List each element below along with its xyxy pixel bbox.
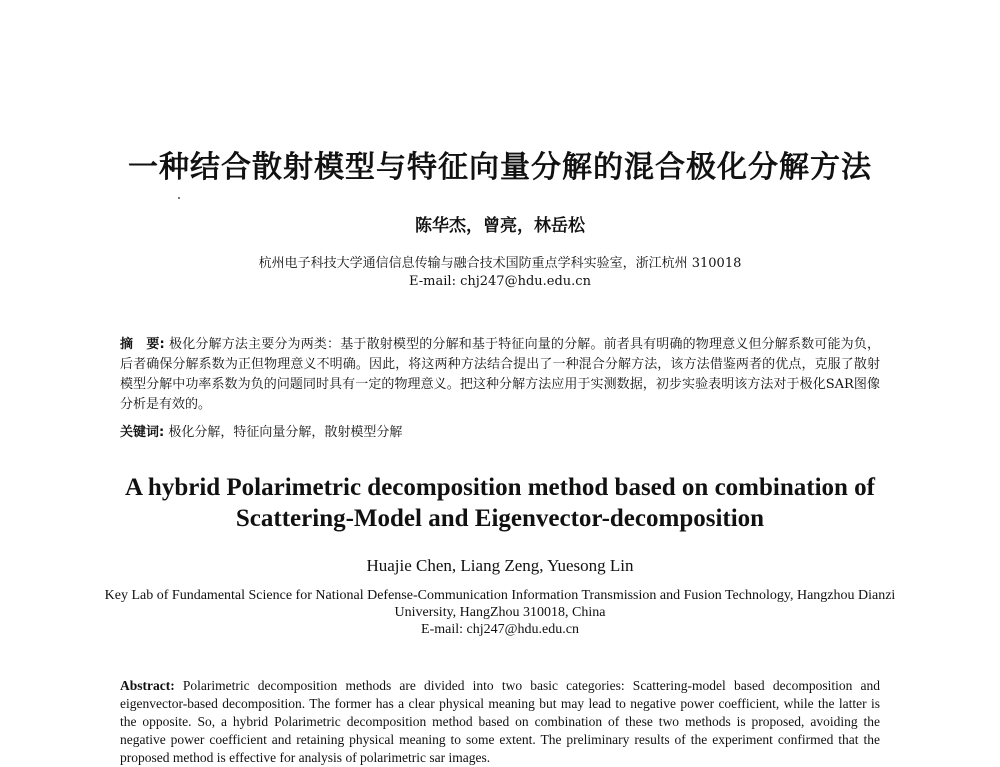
chinese-affiliation-block [0, 255, 1000, 291]
chinese-affiliation: 杭州电子科技大学通信信息传输与融合技术国防重点学科实验室，浙江杭州 310018 [258, 256, 742, 271]
english-affiliation-block [0, 587, 1000, 638]
chinese-authors: 陈华杰，曾亮，林岳松 [415, 216, 585, 236]
chinese-abstract-label: 摘 要: [120, 337, 165, 352]
chinese-keywords-text: 极化分解，特征向量分解，散射模型分解 [168, 425, 403, 440]
english-email: E-mail: chj247@hdu.edu.cn [421, 622, 579, 637]
chinese-keywords-label: 关键词: [120, 425, 165, 440]
english-title-line2: Scattering-Model and Eigenvector-decomposition [235, 505, 765, 532]
chinese-keywords [120, 423, 880, 443]
scan-speck [178, 197, 180, 199]
english-affiliation-line1: Key Lab of Fundamental Science for National Defense-Communication Information Transmission and Fusion Technology, Hangzhou Dianzi [104, 588, 896, 603]
english-abstract-text: Polarimetric decomposition methods are divided into two basic categories: Scattering-model based decomposition and eigenvector-based decomposition. The former has a clear physical meaning but may lead to negative power coefficient, while the latter is the opposite. So, a hybrid Polarimetric decomposition method based on combination of these two methods is proposed, avoiding the negative power coefficient and retaining physical meaning to some extent. The preliminary results of the experiment confirmed that the proposed method is effective for analysis of polarimetric sar images. [120, 678, 880, 765]
english-authors: Huajie Chen, Liang Zeng, Yuesong Lin [366, 556, 634, 575]
chinese-title: 一种结合散射模型与特征向量分解的混合极化分解方法 [128, 150, 872, 185]
english-title-line1: A hybrid Polarimetric decomposition method based on combination of [124, 474, 875, 501]
english-affiliation-line2: University, HangZhou 310018, China [394, 605, 606, 620]
english-title [0, 472, 1000, 534]
chinese-abstract [120, 335, 880, 415]
chinese-email: E-mail: chj247@hdu.edu.cn [409, 274, 591, 289]
english-abstract [120, 677, 880, 767]
english-abstract-label: Abstract: [120, 678, 175, 693]
chinese-abstract-text: 极化分解方法主要分为两类：基于散射模型的分解和基于特征向量的分解。前者具有明确的物理意义但分解系数可能为负，后者确保分解系数为正但物理意义不明确。因此，将这两种方法结合提出了一种混合分解方法，该方法借鉴两者的优点，克服了散射模型分解中功率系数为负的问题同时具有一定的物理意义。把这种分解方法应用于实测数据，初步实验表明该方法对于极化SAR图像分析是有效的。 [120, 337, 880, 412]
